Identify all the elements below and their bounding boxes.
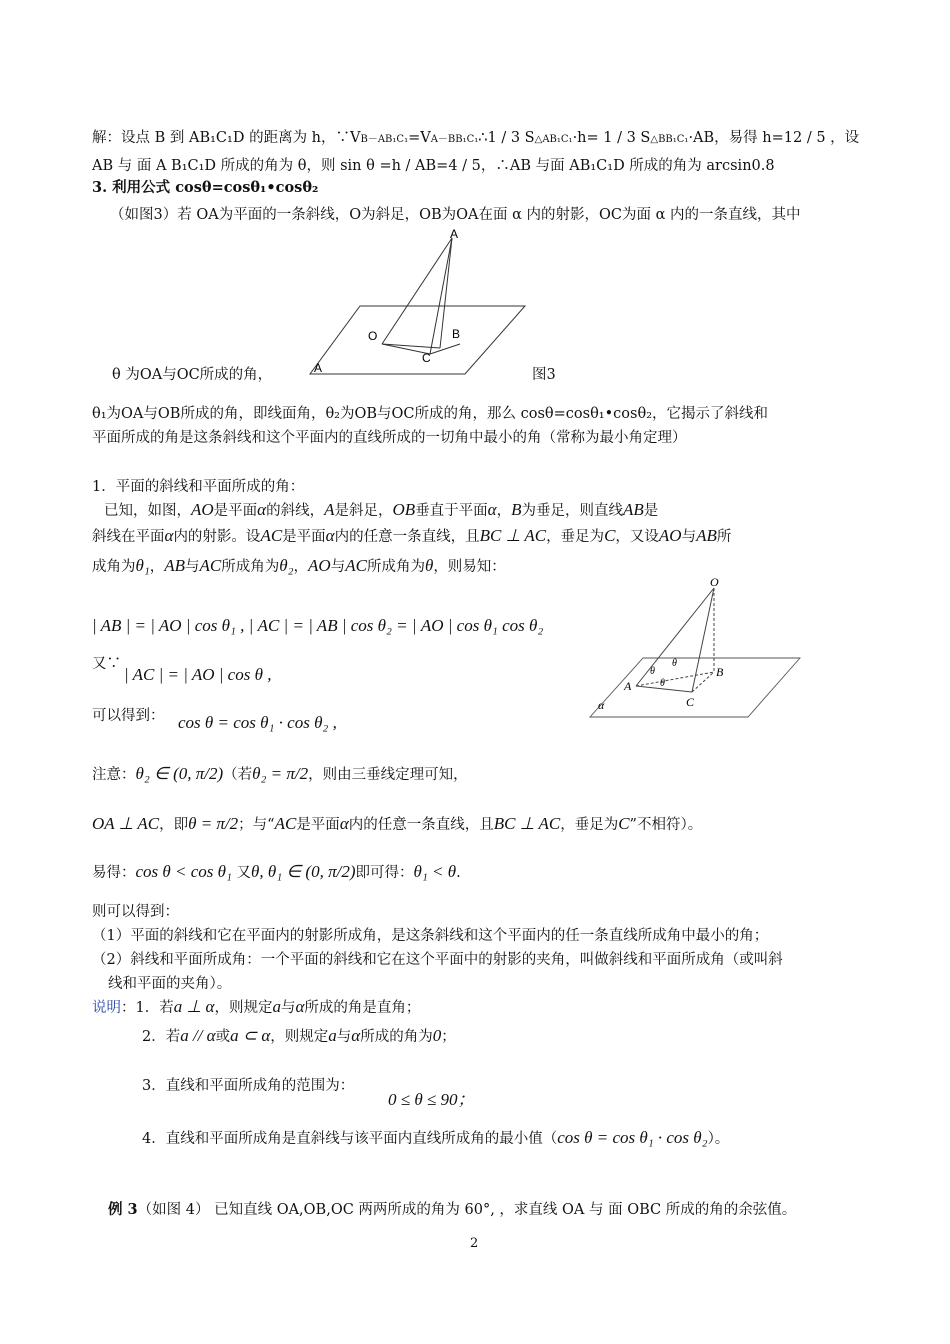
figure-3-diagram	[300, 226, 540, 386]
then-label: 则可以得到：	[92, 904, 179, 920]
fig3-intro: （如图3）若 OA为平面的一条斜线，O为斜足，OB为OA在面 α 内的射影，OC为面 α 内的一条直线，其中	[110, 207, 801, 223]
section-heading-3: 3. 利用公式 cosθ=cosθ₁•cosθ₂	[92, 179, 319, 196]
equation-2: | AC | = | AO | cos θ ,	[124, 665, 272, 684]
fig3-label-c: C	[422, 351, 431, 365]
equation-1: | AB | = | AO | cos θ₁ , | AC | = | AB | cos θ₂ = | AO | cos θ₁ cos θ₂	[92, 616, 544, 635]
note-4: 4．直线和平面所成角是直斜线与该平面内直线所成角的最小值（cos θ = cos θ₁ · cos θ₂）。	[142, 1128, 730, 1147]
theta-desc-line-1: θ₁为OA与OB所成的角，即线面角，θ₂为OB与OC所成的角，那么 cosθ=cosθ₁•cosθ₂，它揭示了斜线和	[92, 406, 769, 422]
equation-3: cos θ = cos θ₁ · cos θ₂ ,	[178, 713, 337, 732]
keyide-label: 可以得到：	[92, 708, 165, 724]
conclusion-2a: （2）斜线和平面所成角：一个平面的斜线和它在这个平面中的射影的夹角，叫做斜线和平面所成角（或叫斜	[92, 952, 783, 968]
section-1-title: 1．平面的斜线和平面所成的角：	[92, 479, 305, 495]
fig3-label-b: B	[452, 327, 461, 341]
fig3-caption: 图3	[532, 367, 556, 383]
oa-line: OA ⊥ AC，即θ = π/2；与“AC是平面α内的任意一条直线，且BC ⊥ AC，垂足为C”不相符）。	[92, 814, 703, 833]
fig-right-theta: θ	[672, 658, 677, 669]
example-3: 例 3（如图 4） 已知直线 OA,OB,OC 两两所成的角为 60°, ，求直线 OA 与 面 OBC 所成的角的余弦值。	[108, 1201, 797, 1218]
you-label: 又∵	[92, 656, 121, 672]
fig3-label-a: A	[450, 227, 459, 241]
section-1-line-2: 斜线在平面α内的射影。设AC是平面α内的任意一条直线，且BC ⊥ AC，垂足为C，又设AO与AB所	[92, 526, 732, 545]
theta-desc-line-2: 平面所成的角是这条斜线和这个平面内的直线所成的一切角中最小的角（常称为最小角定理）	[92, 430, 687, 446]
fig-right-c: C	[686, 695, 695, 709]
conclusion-2b: 线和平面的夹角）。	[108, 976, 232, 992]
note-3: 3．直线和平面所成角的范围为：	[142, 1078, 355, 1094]
fig-right-theta2: θ	[660, 678, 665, 689]
solution-line-1: 解：设点 B 到 AB₁C₁D 的距离为 h，∵VB－AB₁C₁=VA－BB₁C₁∴1 / 3 S△AB₁C₁·h= 1 / 3 S△BB₁C₁·AB，易得 h=12 / 5 ，设	[92, 130, 860, 146]
fig-right-theta1: θ	[650, 666, 655, 677]
fig-right-b: B	[716, 665, 724, 679]
fig-right-a: A	[624, 679, 632, 693]
notes-label: 说明	[92, 1000, 121, 1016]
note-3-range: 0 ≤ θ ≤ 90；	[388, 1090, 475, 1109]
section-1-line-1: 已知，如图，AO是平面α的斜线，A是斜足，OB垂直于平面α，B为垂足，则直线AB是	[104, 500, 659, 519]
fig-right-alpha: α	[598, 698, 605, 712]
yide-line: 易得：cos θ < cos θ₁ 又θ, θ₁ ∈ (0, π/2)即可得：θ₁ < θ.	[92, 862, 461, 881]
note-1: 说明：1．若a ⊥ α，则规定a与α所成的角是直角；	[92, 997, 421, 1016]
figure-right-diagram	[588, 574, 803, 722]
fig-right-o: O	[710, 575, 719, 589]
note-2: 2．若a // α或a ⊂ α，则规定a与α所成的角为0；	[142, 1026, 456, 1045]
note-line: 注意：θ₂ ∈ (0, π/2)（若θ₂ = π/2，则由三垂线定理可知，	[92, 764, 468, 783]
fig3-label-o: O	[368, 329, 378, 343]
solution-line-2: AB 与 面 A B₁C₁D 所成的角为 θ，则 sin θ =h / AB=4 / 5，∴AB 与面 AB₁C₁D 所成的角为 arcsin0.8	[92, 158, 775, 174]
fig3-label-a2: A	[314, 361, 323, 375]
conclusion-1: （1）平面的斜线和它在平面内的射影所成角，是这条斜线和这个平面内的任一条直线所成角中最小的角；	[92, 928, 769, 944]
page-number: 2	[470, 1236, 479, 1251]
fig3-theta-line: θ 为OA与OC所成的角，	[112, 367, 273, 383]
section-1-line-3: 成角为θ₁，AB与AC所成角为θ₂，AO与AC所成角为θ，则易知：	[92, 556, 506, 575]
